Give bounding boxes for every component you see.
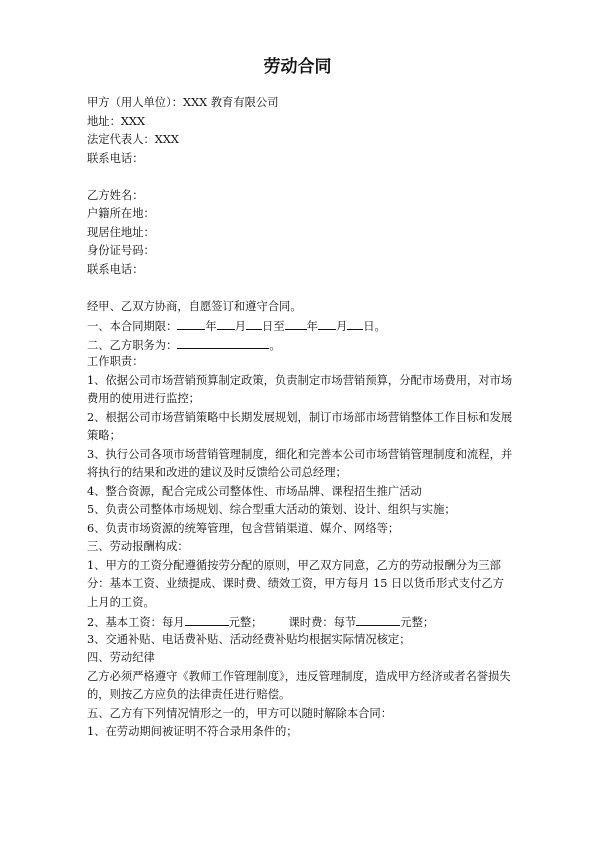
base-salary-blank[interactable] [185, 612, 229, 626]
discipline-heading: 四、劳动纪律 [87, 651, 155, 664]
party-a-legal-rep: 法定代表人：XXX [87, 133, 179, 146]
end-day-blank[interactable] [347, 316, 363, 330]
duty-item: 2、根据公司市场营销策略中长期发展规划，制订市场部市场营销整体工作目标和发展策略； [87, 410, 513, 442]
spacer [87, 279, 515, 298]
party-a-name: 甲方（用人单位）：XXX 教育有限公司 [87, 96, 279, 109]
start-month-blank[interactable] [217, 316, 235, 330]
party-b-phone: 联系电话： [87, 262, 144, 276]
base-salary-label: 2、基本工资：每月 [87, 616, 185, 629]
start-year-blank[interactable] [177, 316, 205, 330]
party-b-name: 乙方姓名： [87, 188, 144, 202]
day-end-label: 日。 [363, 320, 386, 333]
end-month-blank[interactable] [318, 316, 336, 330]
class-fee-unit: 元整； [400, 616, 435, 629]
duties-heading: 工作职责： [87, 355, 144, 368]
pay-item-salary [87, 612, 515, 631]
class-fee-blank[interactable] [356, 612, 400, 626]
party-b-residence: 现居住地址： [87, 225, 155, 239]
position-blank[interactable] [177, 335, 269, 349]
year-label: 年 [306, 320, 318, 333]
duty-item: 5、负责公司整体市场规划、综合型重大活动的策划、设计、组织与实施； [87, 503, 456, 516]
month-label: 月 [234, 320, 247, 333]
month-label: 月 [335, 320, 348, 333]
start-day-blank[interactable] [246, 316, 262, 330]
contract-body [87, 94, 515, 742]
term-label: 一、本合同期限： [87, 320, 178, 333]
document-title: 劳动合同 [263, 57, 332, 77]
year-label: 年 [205, 320, 217, 333]
base-salary-unit: 元整； [228, 616, 263, 629]
duty-item: 3、执行公司各项市场营销管理制度，细化和完善本公司市场营销管理制度和流程，并将执行的结果和改进的建议及时反馈给公司总经理； [87, 447, 513, 479]
party-b-hukou: 户籍所在地： [87, 207, 155, 220]
spacer [87, 168, 515, 187]
pay-item: 3、交通补贴、电话费补贴、活动经费补贴均根据实际情况核定； [87, 632, 411, 646]
pay-item: 1、甲方的工资分配遵循按劳分配的原则，甲乙双方同意，乙方的劳动报酬分为三部分：基本工资、业绩提成、课时费、绩效工资，甲方每月 15 日以货币形式支付乙方上月的工资。 [87, 558, 504, 609]
duty-item: 1、依据公司市场营销预算制定政策，负责制定市场营销预算，分配市场费用，对市场费用的使用进行监控； [87, 373, 513, 405]
termination-item: 1、在劳动期间被证明不符合录用条件的； [87, 725, 298, 738]
class-fee-label: 课时费：每节 [288, 616, 357, 629]
party-b-id-number: 身份证号码： [87, 244, 155, 257]
contract-term [87, 316, 515, 335]
day-to-label: 日至 [262, 320, 285, 333]
intro-text: 经甲、乙双方协商，自愿签订和遵守合同。 [87, 299, 302, 313]
pay-heading: 三、劳动报酬构成： [87, 540, 189, 553]
termination-heading: 五、乙方有下列情况情形之一的，甲方可以随时解除本合同： [87, 706, 393, 720]
position-suffix: 。 [269, 338, 281, 352]
end-year-blank[interactable] [285, 316, 307, 330]
duty-item: 4、整合资源，配合完成公司整体性、市场品牌、课程招生推广活动 [87, 484, 422, 498]
duty-item: 6、负责市场资源的统筹管理，包含营销渠道、媒介、网络等； [87, 521, 400, 535]
position-label: 二、乙方职务为： [87, 338, 178, 352]
position-line [87, 335, 515, 354]
party-a-address: 地址：XXX [87, 114, 146, 128]
party-a-phone: 联系电话： [87, 151, 144, 165]
discipline-text: 乙方必须严格遵守《教师工作管理制度》，违反管理制度，造成甲方经济或者名誉损失的，则按乙方应负的法律责任进行赔偿。 [87, 669, 511, 701]
